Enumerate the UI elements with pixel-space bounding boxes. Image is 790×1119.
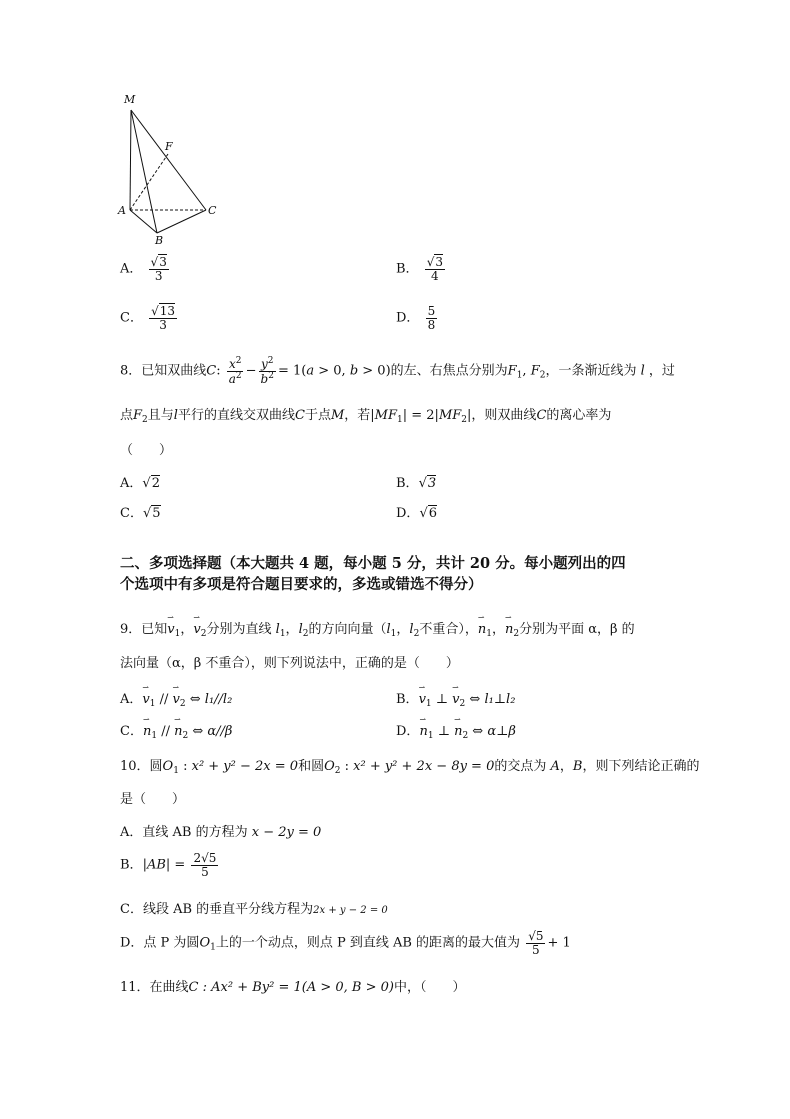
q10-stem-line2: 是（ ） [120, 792, 186, 807]
q10-option-b[interactable]: B．|AB| = $\frac{2√5}{5}$ [120, 851, 217, 879]
section-heading-line1: 二、多项选择题（本大题共 4 题，每小题 5 分，共计 20 分。每小题列出的四 [120, 555, 626, 572]
section-heading-line2: 个选项中有多项是符合题目要求的，多选或错选不得分） [120, 576, 483, 593]
q9-option-b[interactable]: B．⇀ $v_1$ ⊥ ⇀ $v_2$ ⇔ l₁⊥l₂ [396, 688, 515, 709]
q7-option-c[interactable]: C． $\frac{√13}{3}$ [120, 304, 176, 332]
q11-stem: 11．在曲线C : Ax² + By² = 1(A > 0, B > 0)中，（ ） [120, 980, 466, 995]
q8-option-c[interactable]: C．√5 [120, 506, 161, 521]
q8-option-b[interactable]: B．√3 [396, 476, 437, 491]
q10-stem-line1: 10．圆$O_1$ : x² + y² − 2x = 0和圆$O_2$ : x² + y² + 2x − 8y = 0的交点为 A，B，则下列结论正确的 [120, 759, 700, 776]
edge-MA [130, 110, 131, 210]
q9-option-d[interactable]: D．⇀ $n_1$ ⊥ ⇀ $n_2$ ⇔ α⊥β [396, 720, 516, 741]
q8-stem-line1: 8．已知双曲线C: $\frac{x^2}{a^2}$ − $\frac{y^2}{b^2}$ = 1(a > 0, b > 0)的左、右焦点分别为$F_1$, $F_2$，一条渐近线为 l ，过 [120, 356, 675, 386]
q10-option-d[interactable]: D．点 P 为圆$O_1$上的一个动点，则点 P 到直线 AB 的距离的最大值为 $\frac{√5}{5}$ + 1 [120, 929, 571, 957]
tetrahedron-figure [110, 88, 230, 248]
q8-option-d[interactable]: D．√6 [396, 506, 438, 521]
q9-stem-line1: 9．已知⇀ $v_1$，⇀ $v_2$分别为直线 $l_1$，$l_2$的方向向量（$l_1$，$l_2$不重合），⇀ $n_1$，⇀ $n_2$分别为平面 α，β 的 [120, 618, 635, 639]
q8-option-a[interactable]: A．√2 [120, 476, 160, 491]
label-C: C [208, 204, 217, 217]
q9-stem-line2: 法向量（α，β 不重合），则下列说法中，正确的是（ ） [120, 656, 459, 671]
edge-AF [130, 154, 168, 210]
label-M: M [124, 93, 136, 106]
q7-option-a[interactable]: A． $\frac{√3}{3}$ [120, 255, 167, 283]
label-A: A [118, 204, 126, 217]
q9-option-a[interactable]: A．⇀ $v_1$ // ⇀ $v_2$ ⇔ l₁//l₂ [120, 688, 232, 709]
label-B: B [155, 234, 164, 247]
label-F: F [165, 140, 173, 153]
q10-option-c[interactable]: C．线段 AB 的垂直平分线方程为2x + y − 2 = 0 [120, 902, 388, 917]
edge-BC [157, 210, 206, 233]
q9-option-c[interactable]: C．⇀ $n_1$ // ⇀ $n_2$ ⇔ α//β [120, 720, 232, 741]
edge-MC [131, 110, 206, 210]
q8-bracket: （ ） [120, 443, 173, 458]
q7-option-d[interactable]: D． $\frac{5}{8}$ [396, 304, 436, 332]
q7-option-b[interactable]: B． $\frac{√3}{4}$ [396, 255, 443, 283]
q8-stem-line2: 点$F_2$且与l平行的直线交双曲线C于点M，若$|MF_1| = 2|MF_2|$，则双曲线C的离心率为 [120, 408, 612, 425]
q10-option-a[interactable]: A．直线 AB 的方程为 x − 2y = 0 [120, 825, 322, 840]
